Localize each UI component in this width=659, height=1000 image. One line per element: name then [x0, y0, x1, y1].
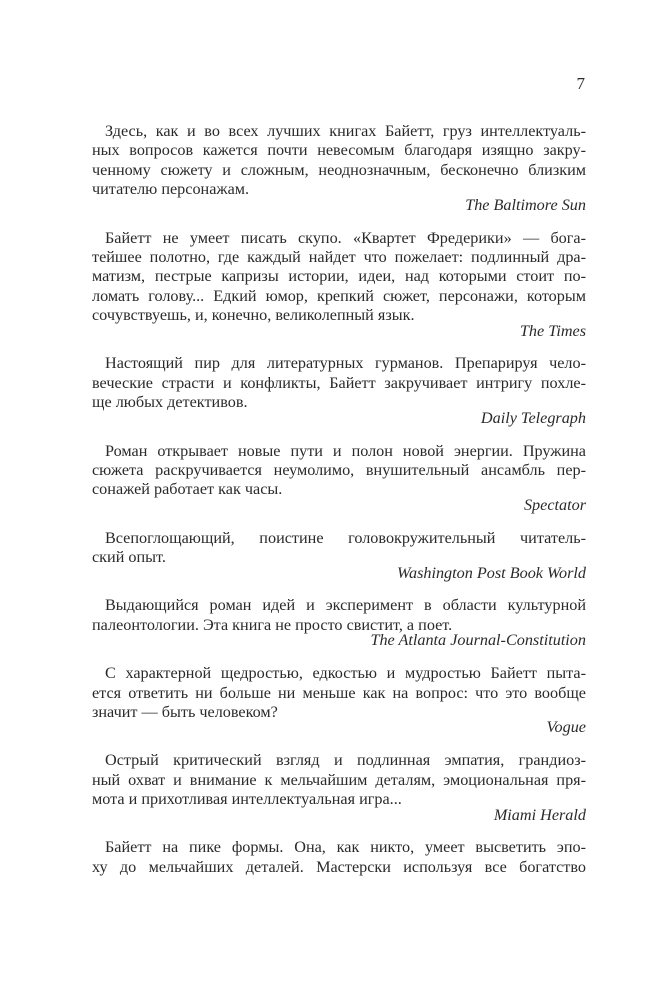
review-text-line: ется ответить ни больше ни меньше как на вопрос: что это вообще [92, 683, 586, 702]
review-text-line: ченному сюжету и сложным, неоднозначным, бесконечно близким [92, 160, 586, 179]
review-text-line: ный охват и внимание к мельчайшим деталям, эмоциональная пря- [92, 770, 586, 789]
review-text-line: Настоящий пир для литературных гурманов. Препарируя чело- [105, 354, 586, 373]
review-quote [92, 664, 586, 738]
review-quote [92, 122, 586, 215]
review-text-line: мота и прихотливая интеллектуальная игра... [92, 790, 402, 809]
review-text-line: матизм, пестрые капризы истории, идеи, над которыми стоит по- [92, 267, 586, 286]
review-text-line: Байетт на пике формы. Она, как никто, умеет высветить эпо- [105, 838, 586, 857]
review-text-line: ных вопросов кажется почти невесомым благодаря изящно закру- [92, 141, 586, 160]
review-source: Miami Herald [493, 805, 586, 824]
review-text-line: ломать голову... Едкий юмор, крепкий сюжет, персонажи, которым [92, 286, 586, 305]
review-text-line: читателю персонажам. [92, 180, 250, 199]
review-text-line: ху до мельчайших деталей. Мастерски используя все богатство [92, 857, 586, 876]
review-text-line: Байетт не умеет писать скупо. «Квартет Фредерики» — бога- [105, 228, 586, 247]
review-source: Spectator [523, 495, 586, 514]
review-text-line: ский опыт. [92, 548, 166, 567]
review-text-line: Здесь, как и во всех лучших книгах Байетт, груз интеллектуаль- [105, 122, 586, 140]
review-quote [92, 442, 586, 516]
review-text-line: Острый критический взгляд и подлинная эмпатия, грандиоз- [105, 751, 586, 770]
review-source: The Baltimore Sun [465, 195, 586, 214]
review-text-line: значит — быть человеком? [92, 702, 278, 721]
reviews-section [92, 122, 586, 877]
page-number: 7 [576, 74, 585, 93]
review-text-line: ще любых детективов. [92, 393, 248, 412]
review-text-line: веческие страсти и конфликты, Байетт закручивает интригу похле- [92, 373, 586, 392]
review-text-line: тейшее полотно, где каждый найдет что пожелает: подлинный дра- [92, 247, 586, 266]
review-text-line: сонажей работает как часы. [92, 480, 283, 499]
review-source: The Atlanta Journal-Constitution [370, 631, 586, 650]
review-text-line: сюжета раскручивается неумолимо, внушительный ансамбль пер- [92, 461, 586, 479]
review-quote [92, 529, 586, 583]
review-text-line: Роман открывает новые пути и полон новой энергии. Пружина [105, 441, 586, 460]
review-quote [92, 751, 586, 825]
review-source: The Times [519, 321, 586, 340]
review-text-line: С характерной щедростью, едкостью и мудростью Байетт пыта- [105, 664, 586, 683]
review-source: Vogue [546, 718, 586, 737]
review-text-line: сочувствуешь, и, конечно, великолепный язык. [92, 306, 415, 325]
review-source: Daily Telegraph [480, 408, 586, 427]
review-source: Washington Post Book World [396, 563, 586, 582]
review-quote [92, 596, 586, 650]
review-quote [92, 838, 586, 877]
review-text-line: палеонтологии. Эта книга не просто свистит, а поет. [92, 615, 453, 634]
review-text-line: Всепоглощающий, поистине головокружительный читатель- [105, 528, 586, 547]
review-quote [92, 229, 586, 341]
review-quote [92, 354, 586, 428]
review-text-line: Выдающийся роман идей и эксперимент в области культурной [105, 596, 586, 615]
